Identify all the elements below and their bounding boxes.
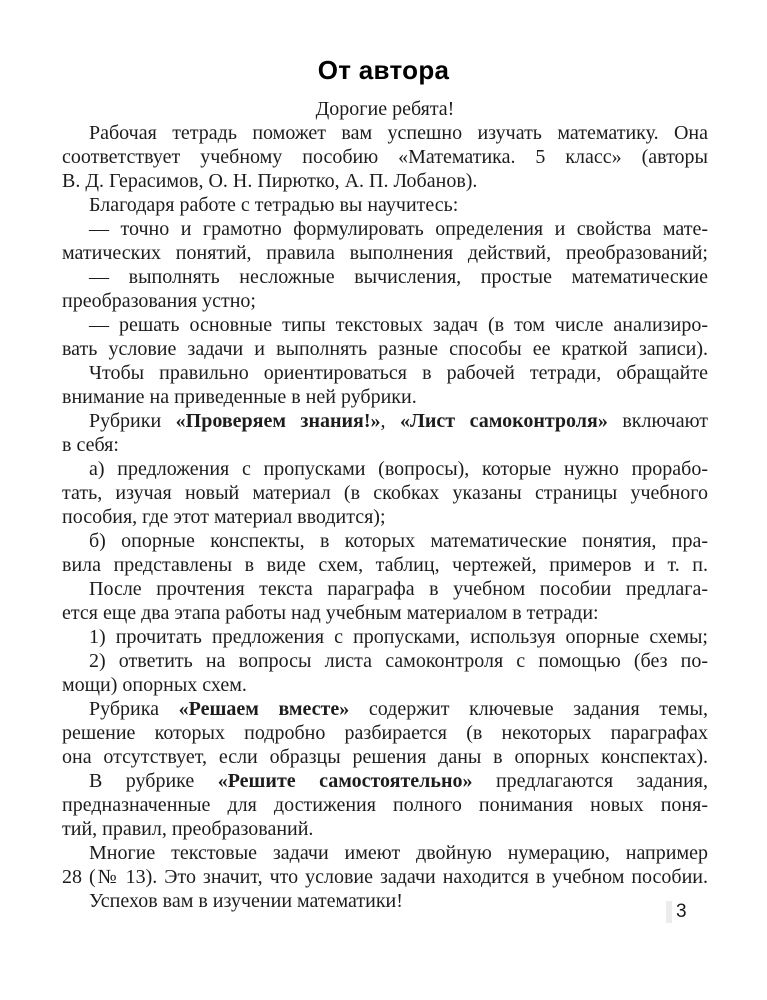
- paragraph: [62, 217, 708, 265]
- paragraph-line: [62, 457, 708, 481]
- paragraph-line: [62, 169, 708, 193]
- paragraph: [62, 625, 708, 649]
- paragraph-line: [62, 673, 708, 697]
- paragraph: [62, 889, 708, 913]
- page-title: От автора: [317, 55, 450, 85]
- rubric-name: «Проверяем знания!»: [175, 410, 381, 432]
- paragraph-line: [62, 385, 708, 409]
- paragraph-line: [62, 241, 708, 265]
- text-segment: соответствует учебному пособию «Математика. 5 класс» (авторы: [62, 146, 708, 168]
- text-segment: — выполнять несложные вычисления, простые математические: [89, 266, 708, 288]
- text-segment: ,: [380, 410, 400, 432]
- paragraph-line: [62, 409, 708, 433]
- text-segment: Успехов вам в изучении математики!: [89, 890, 403, 912]
- rubric-name: «Лист самоконтроля»: [400, 410, 608, 432]
- text-segment: предназначенные для достижения полного понимания новых поня-: [62, 794, 708, 816]
- paragraph: [62, 769, 708, 841]
- paragraph-line: [62, 217, 708, 241]
- text-segment: — решать основные типы текстовых задач (в том числе анализиро-: [89, 314, 708, 336]
- paragraph-line: [62, 577, 708, 601]
- text-segment: матических понятий, правила выполнения действий, преобразований;: [62, 242, 708, 264]
- paragraph-line: [62, 889, 708, 913]
- paragraph-line: [62, 361, 708, 385]
- text-segment: Рубрика: [89, 698, 179, 720]
- paragraph-line: [62, 145, 708, 169]
- text-segment: После прочтения текста параграфа в учебном пособии предлага-: [89, 578, 708, 600]
- text-segment: В рубрике: [89, 770, 218, 792]
- text-segment: она отсутствует, если образцы решения даны в опорных конспектах).: [62, 746, 708, 768]
- text-segment: Рабочая тетрадь поможет вам успешно изучать математику. Она: [89, 122, 708, 144]
- paragraph: [62, 841, 708, 889]
- text-segment: В. Д. Герасимов, О. Н. Пирютко, А. П. Лобанов).: [62, 170, 478, 192]
- paragraph-line: [62, 649, 708, 673]
- text-segment: тий, правил, преобразований.: [62, 818, 314, 840]
- paragraph-line: [62, 337, 708, 361]
- text-segment: внимание на приведенные в ней рубрики.: [62, 386, 417, 408]
- paragraph-line: [62, 265, 708, 289]
- paragraph-line: [62, 769, 708, 793]
- body-text: [62, 97, 708, 913]
- text-segment: 28 (№ 13). Это значит, что условие задачи находится в учебном пособии.: [62, 866, 708, 888]
- paragraph-line: [62, 841, 708, 865]
- text-segment: 1) прочитать предложения с пропусками, используя опорные схемы;: [89, 626, 708, 648]
- paragraph-line: [62, 745, 708, 769]
- paragraph: [62, 265, 708, 313]
- text-segment: — точно и грамотно формулировать определения и свойства мате-: [89, 218, 708, 240]
- paragraph: [62, 649, 708, 697]
- paragraph-line: [62, 793, 708, 817]
- page-footer: [666, 901, 687, 923]
- paragraph: [62, 121, 708, 193]
- text-segment: Рубрики: [89, 410, 176, 432]
- paragraph-line: [62, 625, 708, 649]
- text-segment: Благодаря работе с тетрадью вы научитесь:: [89, 194, 459, 216]
- salutation: Дорогие ребята!: [315, 98, 455, 120]
- text-segment: 2) ответить на вопросы листа самоконтроля с помощью (без по-: [89, 650, 708, 672]
- paragraph-line: [62, 865, 708, 889]
- paragraph: [62, 361, 708, 409]
- text-segment: ется еще два этапа работы над учебным материалом в тетради:: [62, 602, 599, 624]
- text-segment: решение которых подробно разбирается (в некоторых параграфах: [62, 722, 708, 744]
- paragraph-line: [62, 289, 708, 313]
- rubric-name: «Решаем вместе»: [178, 698, 350, 720]
- text-segment: предлагаются задания,: [472, 770, 708, 792]
- paragraph-line: [62, 313, 708, 337]
- text-segment: Многие текстовые задачи имеют двойную нумерацию, например: [89, 842, 708, 864]
- paragraph-line: [62, 121, 708, 145]
- paragraph: [62, 577, 708, 625]
- text-segment: в себя:: [62, 434, 119, 456]
- rubric-name: «Решите самостоятельно»: [217, 770, 473, 792]
- paragraph-line: [62, 193, 708, 217]
- paragraph: [62, 697, 708, 769]
- text-segment: вила представлены в виде схем, таблиц, чертежей, примеров и т. п.: [62, 554, 708, 576]
- paragraph-line: [62, 505, 708, 529]
- page-number: 3: [676, 901, 687, 922]
- paragraph-line: [62, 481, 708, 505]
- page-number-marker: [666, 901, 672, 923]
- paragraph-line: [62, 721, 708, 745]
- text-segment: пособия, где этот материал вводится);: [62, 506, 386, 528]
- paragraph: [62, 409, 708, 457]
- paragraph-line: [62, 601, 708, 625]
- text-segment: Чтобы правильно ориентироваться в рабочей тетради, обращайте: [89, 362, 708, 384]
- paragraph: [62, 313, 708, 361]
- paragraph: [62, 529, 708, 577]
- text-segment: преобразования устно;: [62, 290, 256, 312]
- text-segment: включают: [607, 410, 708, 432]
- paragraph-line: [62, 529, 708, 553]
- paragraph-line: [62, 433, 708, 457]
- text-segment: вать условие задачи и выполнять разные способы ее краткой записи).: [62, 338, 708, 360]
- paragraph-line: [62, 553, 708, 577]
- paragraph: [62, 193, 708, 217]
- paragraph-line: [62, 697, 708, 721]
- paragraph-line: [62, 817, 708, 841]
- text-segment: а) предложения с пропусками (вопросы), которые нужно прорабо-: [89, 458, 708, 480]
- text-segment: тать, изучая новый материал (в скобках указаны страницы учебного: [62, 482, 708, 504]
- text-segment: б) опорные конспекты, в которых математические понятия, пра-: [89, 530, 708, 552]
- text-segment: содержит ключевые задания темы,: [349, 698, 708, 720]
- text-segment: мощи) опорных схем.: [62, 674, 247, 696]
- paragraph: [62, 457, 708, 529]
- body-paragraphs: [62, 121, 708, 913]
